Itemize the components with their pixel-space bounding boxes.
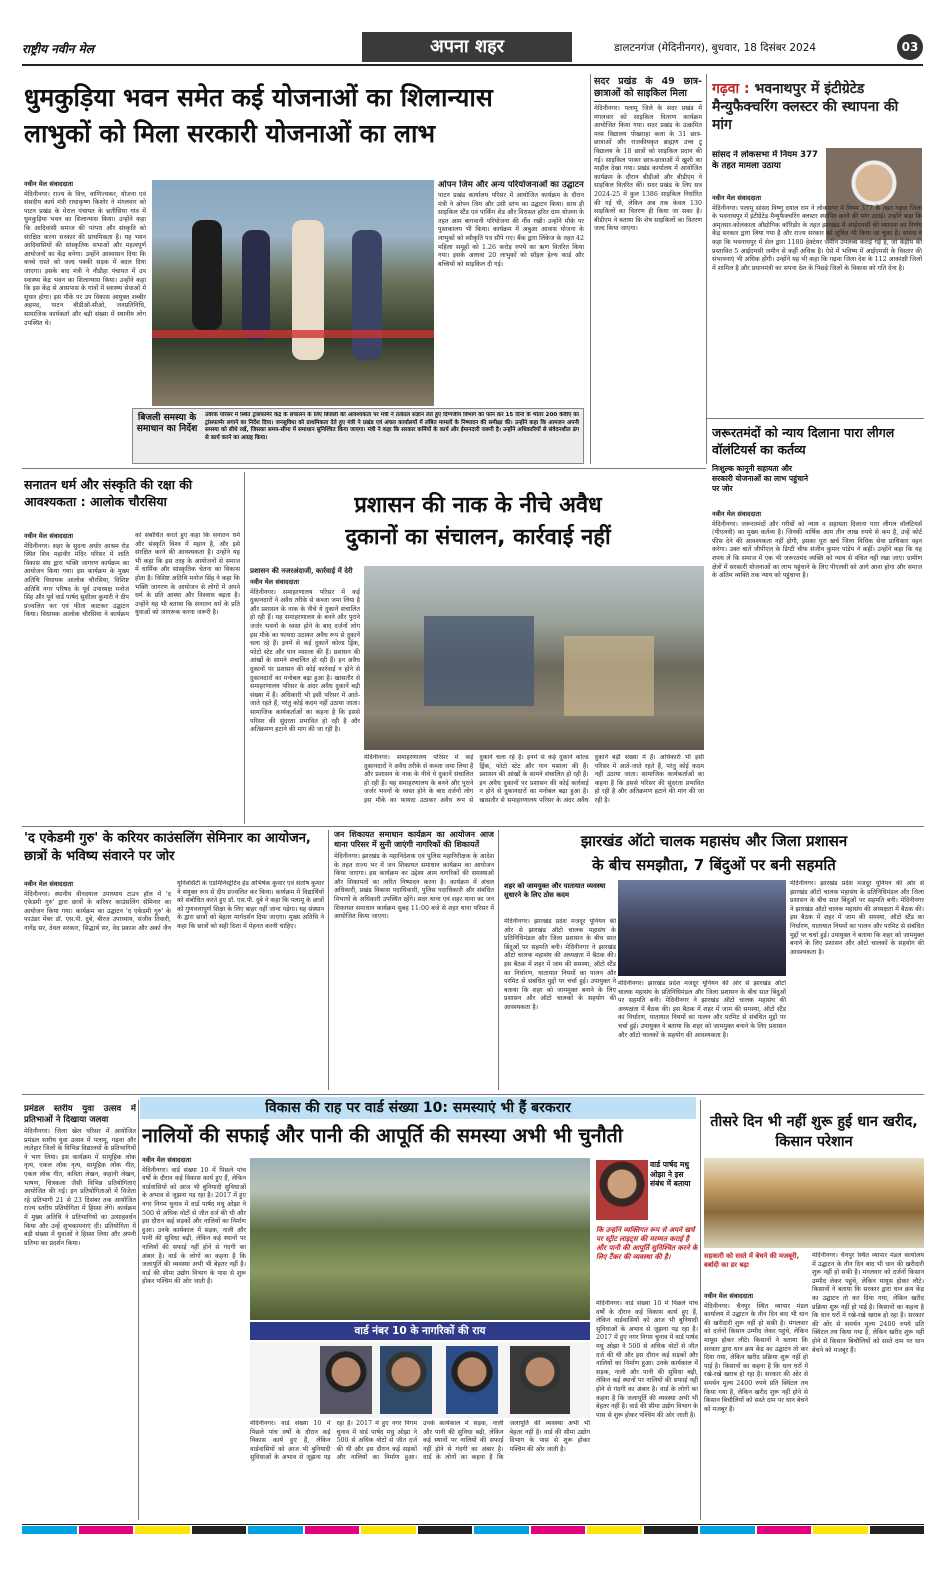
legal-headline: जरूरतमंदों को न्याय दिलाना पारा लीगल वॉलंटियर्स का कर्तव्य bbox=[712, 425, 895, 457]
lead-headline-1: धुमकुड़िया भवन समेत कई योजनाओं का शिलान्यास bbox=[24, 83, 493, 112]
open-gym-heading: ओपन जिम और अन्य परियोजनाओं का उद्घाटन bbox=[438, 180, 584, 190]
citizen-photos bbox=[250, 1342, 590, 1418]
legal-article bbox=[712, 510, 922, 840]
yuva-body: मेदिनीनगर। जिला खेल परिसर में आयोजित प्रमंडल स्तरीय युवा उत्सव में पलामू, गढ़वा और लातेहार जिलों के विभिन्न विद्यालयों के प्रतिभागियों ने भाग लिया। इस कार्यक्रम में सामूहिक लोक नृत्य, एकल लोक नृत्य, सामूहिक लोक गीत, एकल लोक गीत, कविता लेखन, कहानी लेखन, भाषण, चित्रकला जैसी विभिन्न प्रतियोगिताएं आयोजित की गईं। इन प्रतियोगिताओं में विजेता रहे प्रतिभागी 21 से 23 दिसंबर तक आयोजित राज्य स्तरीय प्रतियोगिता में हिस्सा लेंगे। कार्यक्रम में मुख्य अतिथि ने प्रतिभागियों का उत्साहवर्धन किया और उन्हें शुभकामनाएं दीं। प्रतियोगिता में बड़ी संख्या में युवाओं ने हिस्सा लिया और अपनी प्रतिभा का प्रदर्शन किया। bbox=[24, 1128, 136, 1247]
auto-body: मेदिनीनगर। झारखंड प्रदेश मजदूर यूनियन की ओर से झारखंड ऑटो चालक महासंघ के प्रतिनिधिमंडल और जिला प्रशासन के बीच सात बिंदुओं पर सहमति बनी। मेदिनीनगर ने झारखंड ऑटो चालक महासंघ की अध्यक्षता में बैठक की। इस बैठक में शहर में जाम की समस्या, ऑटो स्टैंड का निर्धारण, यातायात नियमों का पालन और परमिट से संबंधित मुद्दों पर चर्चा हुई। उपायुक्त ने बताया कि शहर को जाममुक्त बनाने के लिए प्रशासन और ऑटो चालकों के सहयोग की आवश्यकता है। bbox=[504, 918, 616, 1011]
cycle-heading: सदर प्रखंड के 49 छात्र-छात्राओं को साइकिल मिला bbox=[594, 76, 702, 102]
garhwa-article bbox=[712, 194, 922, 418]
garhwa-sub: सांसद ने लोकसभा में नियम 377 के तहत मामला उठाया bbox=[712, 150, 818, 171]
parshad-quote: कि उन्होंने व्यक्तिगत रूप से अपने खर्च पर स्ट्रीट लाइट्स की मरम्मत कराई है और पानी की आपूर्ति सुनिश्चित करने के लिए टैंकर की व्यवस्था की है। bbox=[596, 1226, 698, 1261]
yuva-heading: प्रमंडल स्तरीय युवा उत्सव में प्रतिभाओं ने दिखाया जलवा bbox=[24, 1104, 136, 1125]
raay-bar: वार्ड नंबर 10 के नागरिकों की राय bbox=[250, 1322, 590, 1340]
garhwa-head bbox=[712, 80, 922, 144]
janshikayat-article bbox=[334, 830, 494, 1088]
academy-byline: नवीन मेल संवाददाता bbox=[24, 880, 73, 888]
bijli-box bbox=[132, 408, 584, 464]
dhaan-headline: तीसरे दिन भी नहीं शुरू हुई धान खरीद, किसान परेशान bbox=[710, 1114, 918, 1150]
janshikayat-heading: जन शिकायत समाधान कार्यक्रम का आयोजन आज थाना परिसर में सुनी जाएंगी नागरिकों की शिकायतें bbox=[334, 830, 494, 849]
ward-banner: विकास की राह पर वार्ड संख्या 10: समस्याएं भी हैं बरकरार bbox=[140, 1097, 696, 1119]
naali-photo bbox=[250, 1158, 590, 1320]
dhaan-body: मेदिनीनगर। चैनपुर स्थित व्यापार मंडल कार्यालय में उद्घाटन के तीन दिन बाद भी धान की खरीदारी शुरू नहीं हो सकी है। मंगलवार को दर्जनों किसान उम्मीद लेकर पहुंचे, लेकिन मायूस होकर लौटे। किसानों ने बताया कि सरकार द्वारा धान क्रय केंद्र का उद्घाटन तो कर दिया गया, लेकिन खरीद प्रक्रिया शुरू नहीं हो पाई है। किसानों का कहना है कि धान घरों में रखे-रखे खराब हो रहा है। सरकार की ओर से समर्थन मूल्य 2400 रुपये प्रति क्विंटल तय किया गया है, लेकिन खरीद शुरू नहीं होने से किसान बिचौलियों को सस्ते दाम पर धान बेचने को मजबूर हैं। bbox=[704, 1302, 808, 1413]
yuva-article bbox=[24, 1104, 136, 1518]
dukan-headline-1: प्रशासन की नाक के नीचे अवैध bbox=[354, 493, 602, 518]
auto-more-2: मेदिनीनगर। झारखंड प्रदेश मजदूर यूनियन की ओर से झारखंड ऑटो चालक महासंघ के प्रतिनिधिमंडल और जिला प्रशासन के बीच सात बिंदुओं पर सहमति बनी। मेदिनीनगर ने झारखंड ऑटो चालक महासंघ की अध्यक्षता में बैठक की। इस बैठक में शहर में जाम की समस्या, ऑटो स्टैंड का निर्धारण, यातायात नियमों का पालन और परमिट से संबंधित मुद्दों पर चर्चा हुई। उपायुक्त ने बताया कि शहर को जाममुक्त बनाने के लिए प्रशासन और ऑटो चालकों के सहयोग की आवश्यकता है। bbox=[618, 980, 786, 1039]
auto-headline-1: झारखंड ऑटो चालक महासंघ और जिला प्रशासन bbox=[580, 832, 848, 850]
dhaan-byline: नवीन मेल संवाददाता bbox=[704, 1292, 753, 1300]
open-gym-body: पाटन प्रखंड कार्यालय परिसर में आयोजित कार्यक्रम के दौरान मंत्री ने ओपन जिम और उसी स्तंभ का उद्घाटन किया। साथ ही साइकिल स्टैंड एवं पार्किंग शेड और विरासत हरित ग्राम योजना के तहत आम बागवानी परियोजना की नींव रखी। उन्होंने मौके पर पुस्तकालय भी किया। कार्यक्रम में अबुआ आवास योजना के लाभुकों को स्वीकृति पत्र सौंपे गए। बैंक द्वारा लिंकेज के तहत 42 महिला समूहों को 1.26 करोड़ रुपये का ऋण वितरित किया गया। इसके अलावा 20 लाभुकों को सॉइल हेल्थ कार्ड और बच्चियों को साइकिल दी गई। bbox=[438, 192, 584, 268]
naali-headline: नालियों की सफाई और पानी की आपूर्ति की समस्या अभी भी चुनौती bbox=[142, 1124, 623, 1147]
dhaan-photo bbox=[704, 1158, 924, 1248]
academy-article bbox=[24, 880, 324, 1088]
cycle-article bbox=[594, 76, 702, 464]
lead-headline-2: लाभुकों को मिला सरकारी योजनाओं का लाभ bbox=[24, 119, 436, 148]
dhaan-kicker: सहकारी को सस्ते में बेचने की मजबूरी, बर्बादी का डर बढ़ा bbox=[704, 1252, 800, 1269]
naali-more: मेदिनीनगर। वार्ड संख्या 10 में पिछले पांच वर्षों के दौरान कई विकास कार्य हुए हैं, लेकिन वार्डवासियों को आज भी बुनियादी सुविधाओं के अभाव से जूझना पड़ रहा है। 2017 में हुए नगर निगम चुनाव में वार्ड पार्षद मधु ओझा ने 500 से अधिक वोटों से जीत दर्ज की थी और इस दौरान कई सड़कों और नालियों का निर्माण हुआ। उनके कार्यकाल में सड़क, नाली और पानी की सुविधा बढ़ी, लेकिन कई स्थानों पर नालियों की सफाई नहीं होने से गंदगी का अंबार है। वार्ड के लोगों का कहना है कि जलापूर्ति की व्यवस्था अभी भी बेहतर नहीं है। वार्ड की सीमा उद्योग विभाग के पास से शुरू होकर पश्चिम की ओर जाती है। bbox=[596, 1300, 698, 1419]
auto-article bbox=[504, 918, 616, 1088]
academy-body: मेदिनीनगर। स्थानीय वीनदयाल उपाध्याय टाउन हॉल में 'द एकेडमी गुरु' द्वारा छात्रों के करियर काउंसलिंग सेमिनार का आयोजन किया गया। कार्यक्रम का उद्घाटन 'द एकेडमी गुरु' के फाउंडर मेंबर डॉ. एस.पी. दुबे, बीरज उपाध्याय, संजीव तिवारी, नागेंद्र सर, देवल सरकार, सिद्धार्थ सर, वेद प्रकाश और अर्का जैन यूनिवर्सिटी के एडमिनिस्ट्रेटिव हेड अभिषेक कुमार एवं संतोष कुमार ने संयुक्त रूप से दीप प्रज्वलित कर किया। कार्यक्रम में विद्यार्थियों को संबोधित करते हुए डॉ. एस.पी. दुबे ने कहा कि पलामू के छात्रों को गुणवत्तापूर्ण शिक्षा के लिए बाहर नहीं जाना पड़ेगा। यह संस्थान के द्वारा छात्रों को बेहतर मार्गदर्शन दिया जाएगा। मुख्य अतिथि ने कहा कि छात्रों को सही दिशा में मेहनत करनी चाहिए। bbox=[24, 880, 324, 932]
dukan-byline: नवीन मेल संवाददाता bbox=[250, 578, 299, 586]
dukan-headline-2: दुकानों का संचालन, कार्रवाई नहीं bbox=[345, 525, 611, 550]
auto-photo bbox=[618, 880, 786, 976]
garhwa-byline: नवीन मेल संवाददाता bbox=[712, 194, 761, 202]
section-label: अपना शहर bbox=[362, 32, 572, 62]
paper-name: राष्ट्रीय नवीन मेल bbox=[22, 42, 94, 56]
naali-article bbox=[142, 1156, 246, 1518]
dukan-kicker: प्रशासन की नजरअंदाजी, कार्रवाई में देरी bbox=[250, 566, 353, 575]
naali-body: मेदिनीनगर। वार्ड संख्या 10 में पिछले पांच वर्षों के दौरान कई विकास कार्य हुए हैं, लेकिन वार्डवासियों को आज भी बुनियादी सुविधाओं के अभाव से जूझना पड़ रहा है। 2017 में हुए नगर निगम चुनाव में वार्ड पार्षद मधु ओझा ने 500 से अधिक वोटों से जीत दर्ज की थी और इस दौरान कई सड़कों और नालियों का निर्माण हुआ। उनके कार्यकाल में सड़क, नाली और पानी की सुविधा बढ़ी, लेकिन कई स्थानों पर नालियों की सफाई नहीं होने से गंदगी का अंबार है। वार्ड के लोगों का कहना है कि जलापूर्ति की व्यवस्था अभी भी बेहतर नहीं है। वार्ड की सीमा उद्योग विभाग के पास से शुरू होकर पश्चिम की ओर जाती है। bbox=[142, 1166, 246, 1286]
naali-byline: नवीन मेल संवाददाता bbox=[142, 1156, 191, 1164]
auto-headline-2: के बीच समझौता, 7 बिंदुओं पर बनी सहमति bbox=[592, 856, 836, 874]
parshad-photo bbox=[596, 1160, 648, 1220]
legal-sub: निःशुल्क कानूनी सहायता और सरकारी योजनाओं का लाभ पहुंचाने पर जोर bbox=[712, 464, 809, 493]
auto-more: मेदिनीनगर। झारखंड प्रदेश मजदूर यूनियन की ओर से झारखंड ऑटो चालक महासंघ के प्रतिनिधिमंडल और जिला प्रशासन के बीच सात बिंदुओं पर सहमति बनी। मेदिनीनगर ने झारखंड ऑटो चालक महासंघ की अध्यक्षता में बैठक की। इस बैठक में शहर में जाम की समस्या, ऑटो स्टैंड का निर्धारण, यातायात नियमों का पालन और परमिट से संबंधित मुद्दों पर चर्चा हुई। उपायुक्त ने बताया कि शहर को जाममुक्त बनाने के लिए प्रशासन और ऑटो चालकों के सहयोग की आवश्यकता है। bbox=[790, 880, 924, 956]
dateline: डालटनगंज (मेदिनीनगर), बुधवार, 18 दिसंबर 2024 bbox=[614, 42, 817, 54]
dukan-body: मेदिनीनगर। समाहरणालय परिसर में कई दुकानदारों ने अवैध तरीके से कब्जा जमा लिया है और प्रशासन के नाक के नीचे ये दुकानें संचालित हो रही हैं। यह समाहरणालय के बनने और पुराने जर्जर भवनों के ध्वस्त होने के बाद दर्जनों लोग इस मौके का फायदा उठाकर अवैध रूप से दुकानें चला रहे हैं। इनमें से कई दुकानें कोल्ड ड्रिंक, फोटो स्टेट और पान मसाला की हैं। प्रशासन की आंखों के सामने संचालित हो रही हैं। इन अवैध दुकानों पर प्रशासन की कोई कार्रवाई न होने से दुकानदारों का मनोबल बढ़ा हुआ है। खासतौर से समाहरणालय परिसर के अंदर अवैध दुकानें बड़ी संख्या में हैं। अधिकारी भी इसी परिसर में आते-जाते रहते हैं, परंतु कोई कदम नहीं उठाया जाता। सामाजिक कार्यकर्ताओं का कहना है कि इससे परिसर की सुंदरता प्रभावित हो रही है और अतिक्रमण हटाने की मांग की जा रही है। bbox=[250, 588, 360, 734]
dhaan-article bbox=[704, 1292, 808, 1518]
page-number: 03 bbox=[897, 34, 923, 60]
sanatan-article bbox=[24, 532, 240, 822]
dukan-article bbox=[250, 566, 360, 822]
auto-kicker: शहर को जामयुक्त और यातायात व्यवस्था सुधारने के लिए ठोस कदम bbox=[504, 882, 606, 899]
lead-body: मेदिनीनगर। राज्य के वित्त, वाणिज्यकर, योजना एवं संसदीय कार्य मंत्री राधाकृष्ण किशोर ने मंगलवार को पाटन प्रखंड के मेराल पंचायत के छतीसिया गांव में धुमकुड़िया भवन का शिलान्यास किया। उन्होंने कहा कि आदिवासी समाज की परंपरा और संस्कृति को संरक्षित करना सरकार की प्राथमिकता है। यह भवन आदिवासियों की सांस्कृतिक सभाओं और महत्वपूर्ण आयोजनों का केंद्र बनेगा। उन्होंने आश्वासन दिया कि कच्चे रास्ते को जल्द पक्की सड़क में बदल दिया जाएगा। इसके बाद मंत्री ने नौडीहा पंचायत में उप स्वास्थ्य केंद्र भवन का शिलान्यास किया। उन्होंने कहा कि इस केंद्र से आसपास के गांवों में स्वास्थ्य सेवाओं में सुधार होगा। इस मौके पर उप विकास आयुक्त शब्बीर अहमद, पाटन बीडीओ-सीओ, जनप्रतिनिधि, सामाजिक कार्यकर्ता और बड़ी संख्या में स्थानीय लोग उपस्थित थे। bbox=[24, 190, 146, 327]
color-registration-bar bbox=[22, 1524, 924, 1534]
cycle-body: मेदिनीनगर। पलामू जिले के सदर प्रखंड में मंगलवार को साइकिल वितरण कार्यक्रम आयोजित किया गया। सदर प्रखंड के उत्क्रमित मध्य विद्यालय पोखराहा कला के 31 छात्र-छात्राओं और राजकीयकृत ब्राह्मण उच्च टू विद्यालय के 18 छात्रों को साइकिल प्रदान की गई। साइकिल पाकर छात्र-छात्राओं में खुशी का माहौल देखा गया। प्रखंड कार्यालय में आयोजित कार्यक्रम के दौरान बीडीओ और बीडीएम ने साइकिल वितरित कीं। सदर प्रखंड के लिए सत्र 2024-25 में कुल 1386 साइकिल निर्धारित की गई थी, लेकिन अब तक केवल 130 साइकिलों का वितरण ही किया जा सका है। बीडीएम ने बताया कि शेष साइकिलों का वितरण जल्द किया जाएगा। bbox=[594, 105, 702, 233]
bijli-tag: बिजली समस्या के समाधान का निर्देश bbox=[136, 413, 198, 434]
dukan-photo bbox=[364, 566, 704, 750]
sanatan-headline: सनातन धर्म और संस्कृति की रक्षा की आवश्यकता : आलोक चौरसिया bbox=[24, 477, 193, 509]
janshikayat-body: मेदिनीनगर। झारखंड के महानिदेशक एवं पुलिस महानिरीक्षक के आदेश के तहत राज्य भर में जन शिकायत समाधान कार्यक्रम का आयोजन किया जाएगा। इस कार्यक्रम का उद्देश्य आम नागरिकों की समस्याओं और शिकायतों का त्वरित निष्पादन करना है। कार्यक्रम में अंचल अधिकारी, प्रखंड विकास पदाधिकारी, पुलिस पदाधिकारी और संबंधित विभागों के अधिकारी उपस्थित रहेंगे। सदर थाना एवं शहर थाना का जन शिकायत समाधान कार्यक्रम सुबह 11:00 बजे से शहर थाना परिसर में आयोजित किया जाएगा। bbox=[334, 853, 494, 921]
legal-body: मेदिनीनगर। जरूरतमंदों और गरीबों को न्याय व सहायता दिलाना पारा लीगल वॉलंटियर्स (पीएलवी) का मुख्य कर्तव्य है। जिनकी वार्षिक आय तीन लाख रुपये से कम है, उन्हें कोर्ट फीस देने की आवश्यकता नहीं होगी, इसका पूरा खर्च जिला विधिक सेवा प्राधिकार वहन करेगा। उक्त बातें जीपीएल के डिप्टी चीफ संजीव कुमार पांडेय ने कहीं। उन्होंने कहा कि यह शपथ लें कि समाज में एक भी जरूरतमंद व्यक्ति को न्याय से वंचित नहीं रखा जाए। ग्रामीण क्षेत्रों में सरकारी योजनाओं का लाभ पहुंचाने के लिए पीएलवी को आगे आना होगा और समाज के अंतिम व्यक्ति तक न्याय को पहुंचाना है। bbox=[712, 520, 922, 580]
raay-text: मेदिनीनगर। वार्ड संख्या 10 में पिछले पांच वर्षों के दौरान कई विकास कार्य हुए हैं, लेकिन वार्डवासियों को आज भी बुनियादी सुविधाओं के अभाव से जूझना पड़ रहा है। 2017 में हुए नगर निगम चुनाव में वार्ड पार्षद मधु ओझा ने 500 से अधिक वोटों से जीत दर्ज की थी और इस दौरान कई सड़कों और नालियों का निर्माण हुआ। उनके कार्यकाल में सड़क, नाली और पानी की सुविधा बढ़ी, लेकिन कई स्थानों पर नालियों की सफाई नहीं होने से गंदगी का अंबार है। वार्ड के लोगों का कहना है कि जलापूर्ति की व्यवस्था अभी भी बेहतर नहीं है। वार्ड की सीमा उद्योग विभाग के पास से शुरू होकर पश्चिम की ओर जाती है। bbox=[250, 1420, 590, 1462]
bijli-body: उर्वरक परिसर में स्थित ट्रांसफार्मर केंद्र के संचालन के लिए बिजली की आवश्यकता पर मंत्री ने तत्काल संज्ञान लेते हुए दिग्गजीय विभाग को फोन कर 15 दिनों के भीतर 200 केवीए का ट्रांसफार्मर लगाने का निर्देश दिया। जनसुविधा को प्राथमिकता देते हुए मंत्री ने प्रखंड एवं अंचल कार्यालयों में लंबित मामलों के निष्पादन की समीक्षा की। उन्होंने कहा कि आमजन अपनी समस्या को सीधे रखें, जिसका समय-सीमा में समाधान सुनिश्चित किया जाएगा। मंत्री ने कहा कि सरकार कर्मियों के कार्य और ईमानदारी जरूरी है। उन्होंने अधिकारियों से संवेदनशील ढंग से कार्य करने का आग्रह किया। bbox=[205, 412, 579, 441]
lead-byline: नवीन मेल संवाददाता bbox=[24, 180, 73, 188]
sanatan-byline: नवीन मेल संवाददाता bbox=[24, 532, 73, 540]
open-gym-box bbox=[438, 180, 584, 406]
garhwa-body: मेदिनीनगर। पलामू सांसद विष्णु दयाल राम ने लोकसभा में नियम 377 के तहत गढ़वा जिला के भवनाथपुर में इंटीग्रेटेड मैन्युफैक्चरिंग क्लस्टर स्थापित करने की मांग उठाई। उन्होंने कहा कि अमृतसर-कोलकाता औद्योगिक कॉरिडोर के तहत झारखंड में आईएमसी की स्थापना का निर्णय केंद्र सरकार द्वारा लिया गया है और राज्य सरकार को सूचित भी किया जा चुका है। सांसद ने कहा कि भवनाथपुर में सेल द्वारा 1180 हेक्टेयर जमीन उपलब्ध कराई गई है, जो केंद्रीय की प्रस्तावित 5 आईएमसी जमीन से कहीं अधिक है। ऐसे में भविष्य में आईएमसी के विस्तार की संभावनाएं भी अधिक होंगी। उन्होंने यह भी कहा कि गढ़वा जिला देश के 112 आकांक्षी जिलों में शामिल है और प्रधानमंत्री का सपना देश के पिछड़े जिलों के विकास को गति देना है। bbox=[712, 204, 922, 272]
parshad-caption: वार्ड पार्षद मधु ओझा ने इस संबंध में बताया bbox=[650, 1160, 691, 1188]
masthead bbox=[22, 30, 923, 66]
lead-photo bbox=[152, 180, 434, 406]
dhaan-more: मेदिनीनगर। चैनपुर स्थित व्यापार मंडल कार्यालय में उद्घाटन के तीन दिन बाद भी धान की खरीदारी शुरू नहीं हो सकी है। मंगलवार को दर्जनों किसान उम्मीद लेकर पहुंचे, लेकिन मायूस होकर लौटे। किसानों ने बताया कि सरकार द्वारा धान क्रय केंद्र का उद्घाटन तो कर दिया गया, लेकिन खरीद प्रक्रिया शुरू नहीं हो पाई है। किसानों का कहना है कि धान घरों में रखे-रखे खराब हो रहा है। सरकार की ओर से समर्थन मूल्य 2400 रुपये प्रति क्विंटल तय किया गया है, लेकिन खरीद शुरू नहीं होने से किसान बिचौलियों को सस्ते दाम पर धान बेचने को मजबूर हैं। bbox=[812, 1252, 924, 1354]
garhwa-headline: भवनाथपुर में इंटीग्रेटेड मैन्युफैक्चरिंग क्लस्टर की स्थापना की मांग bbox=[712, 81, 899, 133]
academy-headline: 'द एकेडमी गुरु' के करियर काउंसलिंग सेमिनार का आयोजन, छात्रों के भविष्य संवारने पर जोर bbox=[24, 831, 311, 864]
dukan-more: मेदिनीनगर। समाहरणालय परिसर में कई दुकानदारों ने अवैध तरीके से कब्जा जमा लिया है और प्रशासन के नाक के नीचे ये दुकानें संचालित हो रही हैं। यह समाहरणालय के बनने और पुराने जर्जर भवनों के ध्वस्त होने के बाद दर्जनों लोग इस मौके का फायदा उठाकर अवैध रूप से दुकानें चला रहे हैं। इनमें से कई दुकानें कोल्ड ड्रिंक, फोटो स्टेट और पान मसाला की हैं। प्रशासन की आंखों के सामने संचालित हो रही हैं। इन अवैध दुकानों पर प्रशासन की कोई कार्रवाई न होने से दुकानदारों का मनोबल बढ़ा हुआ है। खासतौर से समाहरणालय परिसर के अंदर अवैध दुकानें बड़ी संख्या में हैं। अधिकारी भी इसी परिसर में आते-जाते रहते हैं, परंतु कोई कदम नहीं उठाया जाता। सामाजिक कार्यकर्ताओं का कहना है कि इससे परिसर की सुंदरता प्रभावित हो रही है और अतिक्रमण हटाने की मांग की जा रही है। bbox=[364, 754, 704, 804]
garhwa-kicker: गढ़वा : bbox=[712, 81, 750, 97]
lead-article bbox=[24, 180, 146, 462]
sanatan-body: मेदिनीनगर। शहर के सुदना अधोर आश्रम रोड स्थित शिव महावीर मंदिर परिसर में शांति विकास संघ द्वारा भक्ति जागरण कार्यक्रम का आयोजन किया गया। इस कार्यक्रम के मुख्य अतिथि विधायक आलोक चौरसिया, विशिष्ट अतिथि नगर परिषद के पूर्व उपाध्यक्ष मनोज सिंह और पूर्व वार्ड पार्षद सुशीला कुमारी ने दीप प्रज्वलित कर एवं फीता काटकर उद्घाटन किया। विधायक आलोक चौरसिया ने कार्यक्रम को संबोधित करते हुए कहा कि सनातन धर्म और संस्कृति विश्व में महान है, और इसे संरक्षित करने की आवश्यकता है। उन्होंने यह भी कहा कि इस तरह के आयोजनों से समाज में धार्मिक और सांस्कृतिक चेतना का विकास होता है। विशिष्ट अतिथि मनोज सिंह ने कहा कि भक्ति जागरण के आयोजन से लोगों में अपने धर्म के प्रति आस्था और विश्वास बढ़ता है। उन्होंने यह भी बताया कि सनातन धर्म के प्रति युवाओं को जागरूक करना जरूरी है। bbox=[24, 532, 240, 619]
legal-byline: नवीन मेल संवाददाता bbox=[712, 510, 761, 518]
